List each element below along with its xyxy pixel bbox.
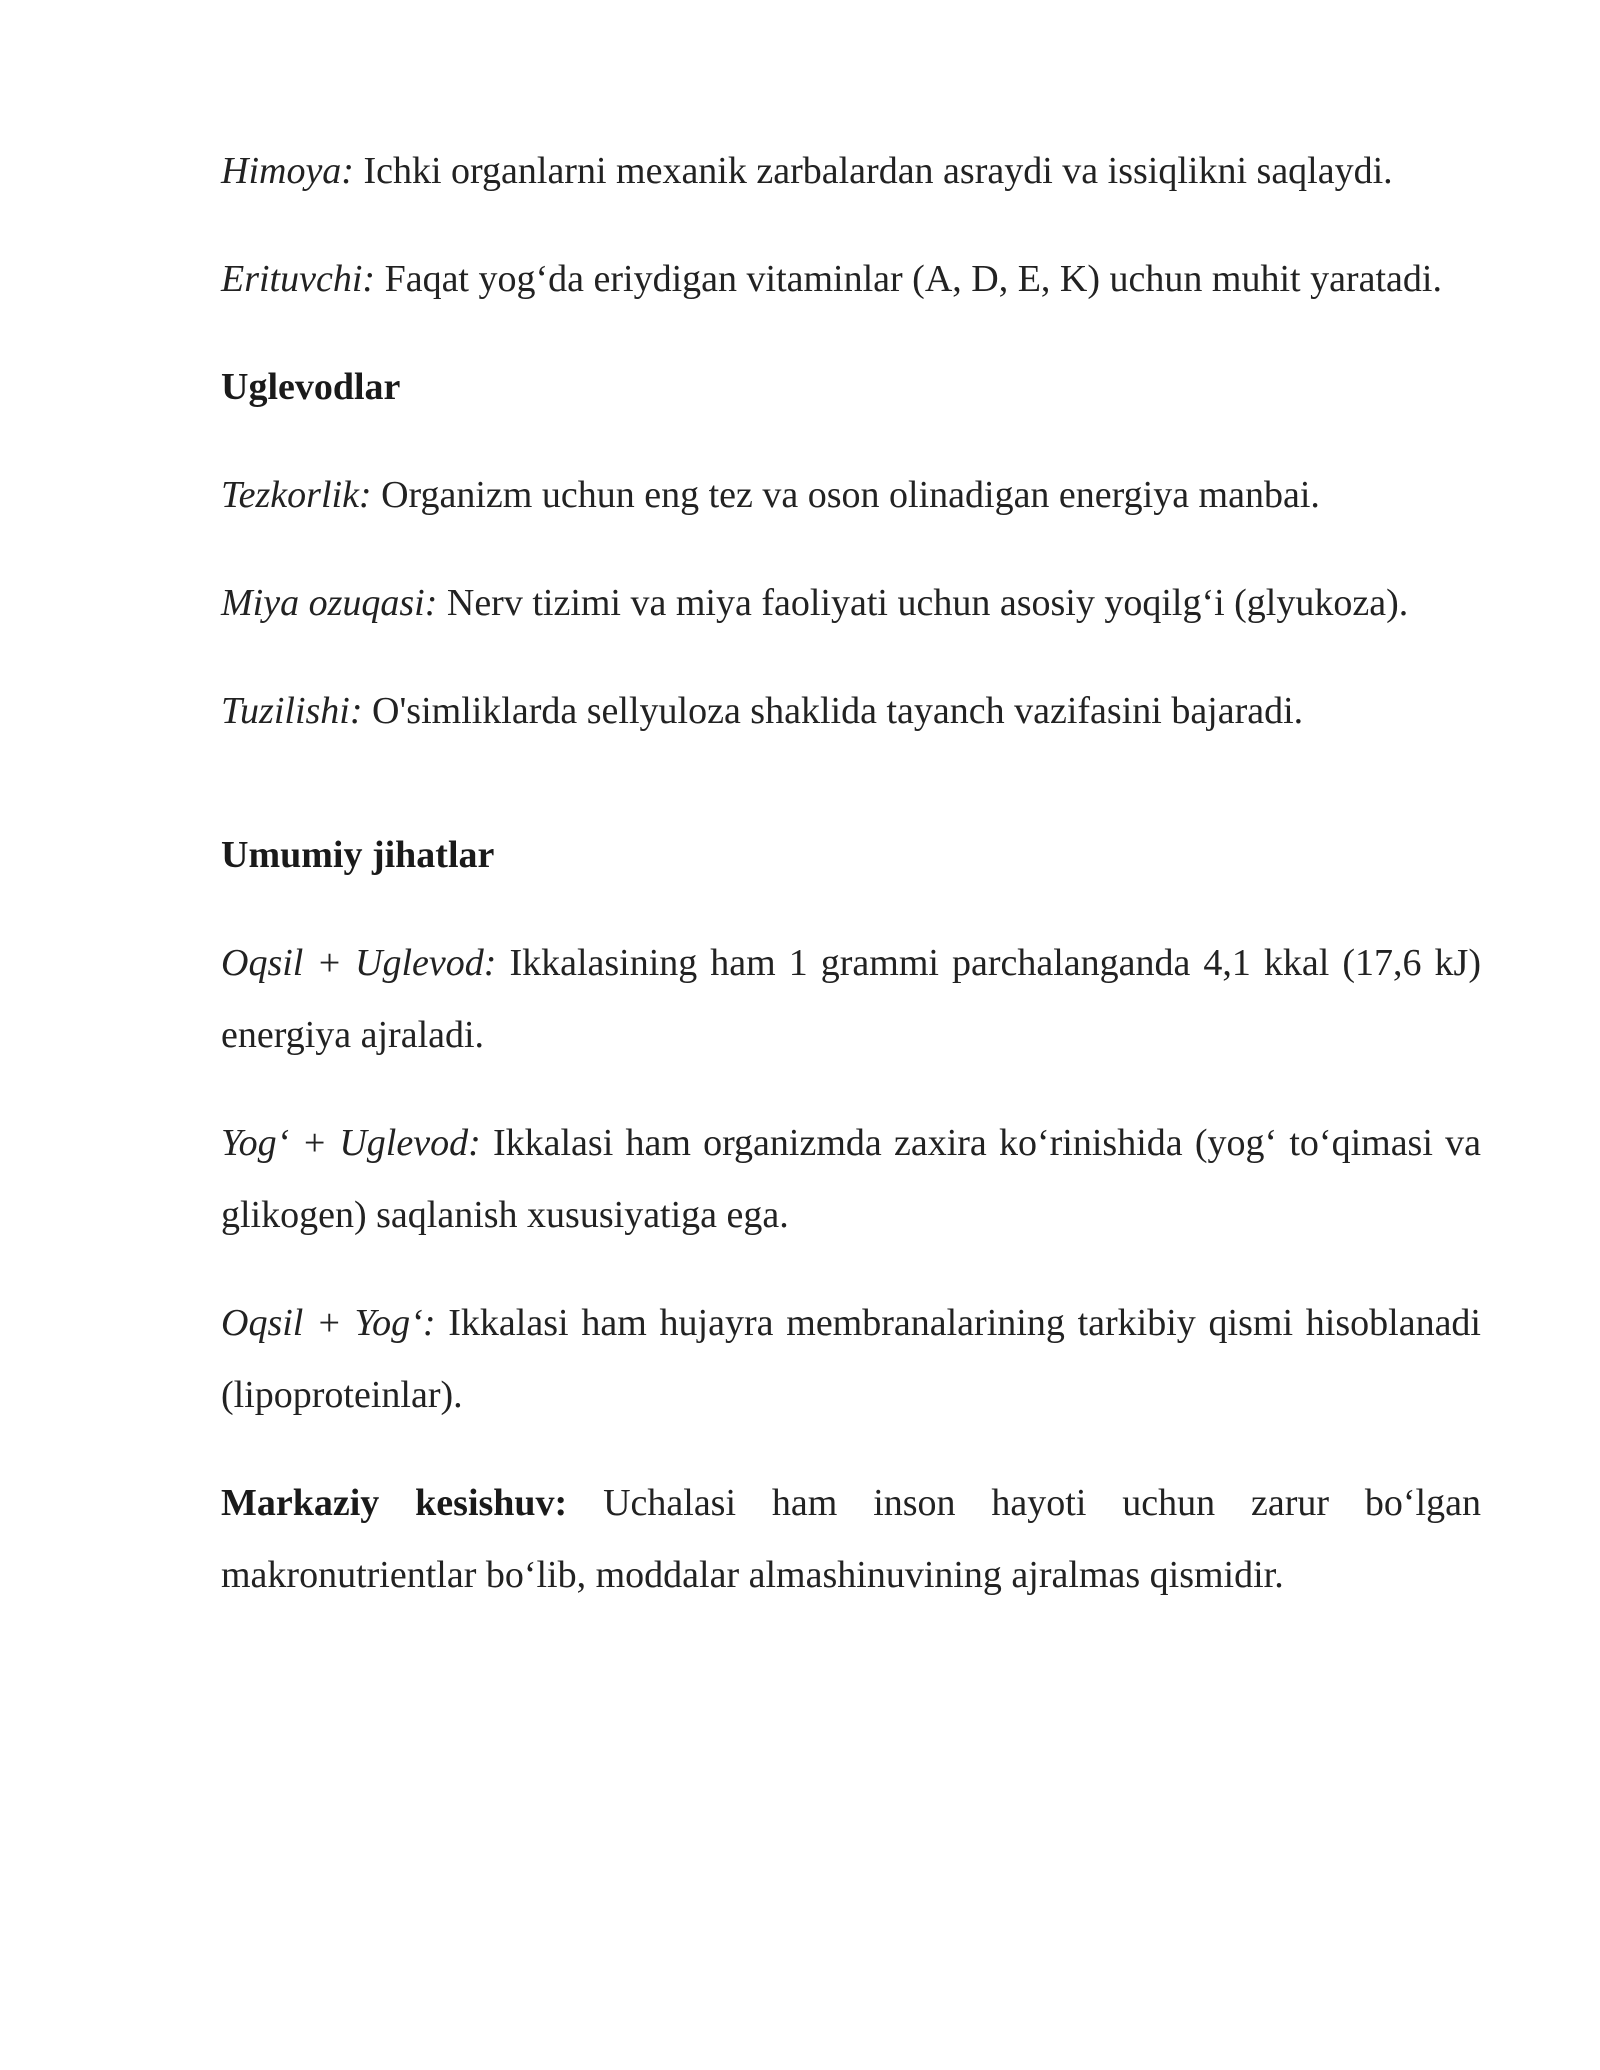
paragraph-text: Ichki organlarni mexanik zarbalardan asraydi va issiqlikni saqlaydi. (353, 150, 1393, 192)
paragraph-tezkorlik (221, 459, 1481, 531)
paragraph-himoya (221, 135, 1481, 207)
paragraph-oqsil-uglevod (221, 927, 1481, 1071)
paragraph-text: Nerv tizimi va miya faoliyati uchun asosiy yoqilg‘i (glyukoza). (437, 582, 1409, 624)
paragraph-text: Faqat yog‘da eriydigan vitaminlar (A, D, E, K) uchun muhit yaratadi. (375, 258, 1442, 300)
paragraph-term: Oqsil + Yog‘: (221, 1302, 436, 1344)
paragraph-bold-term: Markaziy kesishuv: (221, 1482, 568, 1524)
paragraph-term: Oqsil + Uglevod: (221, 942, 497, 984)
paragraph-text: Ikkalasi ham organizmda zaxira ko‘rinishida (yog‘ to‘qimasi va glikogen) saqlanish xususiyatiga ega. (221, 1122, 1481, 1236)
paragraph-term: Yog‘ + Uglevod: (221, 1122, 481, 1164)
paragraph-markaziy-kesishuv (221, 1467, 1481, 1611)
paragraph-text: Organizm uchun eng tez va oson olinadigan energiya manbai. (371, 474, 1320, 516)
paragraph-text: Uchalasi ham inson hayoti uchun zarur bo‘lgan makronutrientlar bo‘lib, moddalar almashinuvining ajralmas qismidir. (221, 1482, 1481, 1596)
paragraph-oqsil-yog (221, 1287, 1481, 1431)
paragraph-term: Himoya: (221, 150, 354, 192)
paragraph-text: Ikkalasining ham 1 grammi parchalanganda 4,1 kkal (17,6 kJ) energiya ajraladi. (221, 942, 1481, 1056)
paragraph-erituvchi (221, 243, 1481, 315)
section-heading-uglevodlar: Uglevodlar (221, 366, 401, 408)
paragraph-miya-ozuqasi (221, 567, 1481, 639)
paragraph-term: Tezkorlik: (221, 474, 372, 516)
paragraph-term: Tuzilishi: (221, 690, 363, 732)
paragraph-text: Ikkalasi ham hujayra membranalarining tarkibiy qismi hisoblanadi (lipoproteinlar). (221, 1302, 1481, 1416)
paragraph-yog-uglevod (221, 1107, 1481, 1251)
paragraph-text: O'simliklarda sellyuloza shaklida tayanch vazifasini bajaradi. (362, 690, 1304, 732)
paragraph-term: Miya ozuqasi: (221, 582, 438, 624)
section-heading-umumiy-jihatlar: Umumiy jihatlar (221, 834, 495, 876)
paragraph-tuzilishi (221, 675, 1481, 747)
paragraph-term: Erituvchi: (221, 258, 376, 300)
document-page (221, 135, 1481, 1647)
